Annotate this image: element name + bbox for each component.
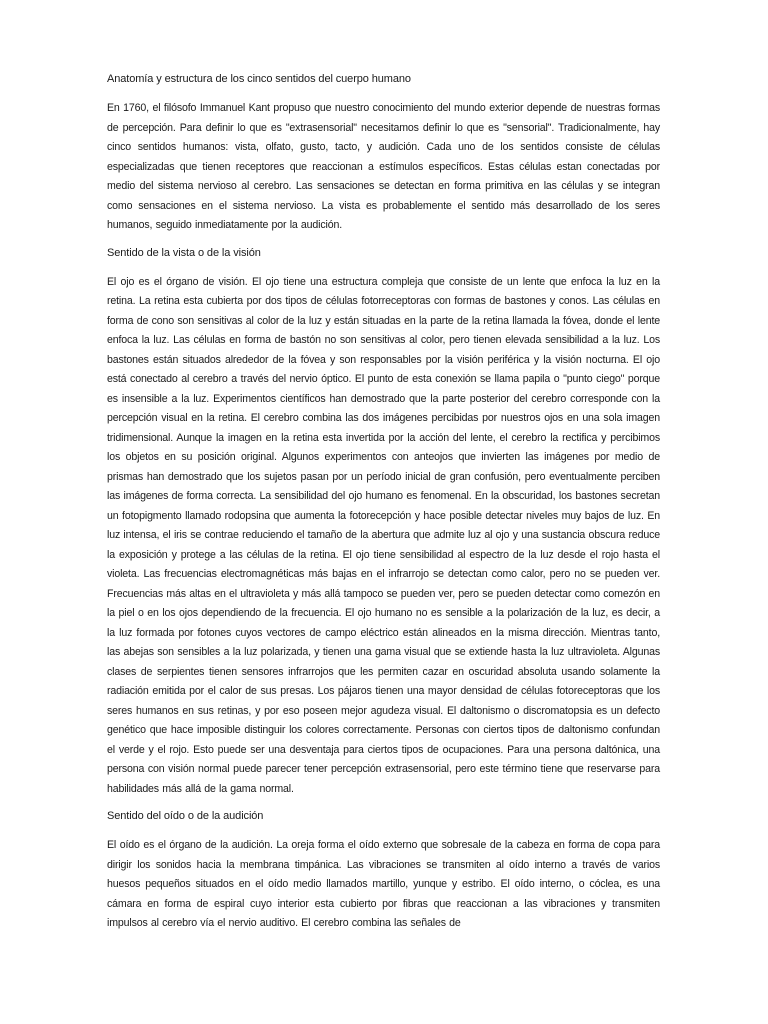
intro-paragraph: En 1760, el filósofo Immanuel Kant propuso que nuestro conocimiento del mundo exterior depende de nuestras formas de percepción. Para definir lo que es "extrasensorial" necesitamos definir lo que es "sensorial". Tradicionalmente, hay cinco sentidos humanos: vista, olfato, gusto, tacto, y audición. Cada uno de los sentidos consiste de células especializadas que tienen receptores que reaccionan a estímulos específicos. Estas células estan conectadas por medio del sistema nervioso al cerebro. Las sensaciones se detectan en forma primitiva en las células y se integran como sensaciones en el sistema nervioso. La vista es probablemente el sentido más desarrollado de los seres humanos, seguido inmediatamente por la audición. (107, 102, 660, 231)
section-heading-vision: Sentido de la vista o de la visión (107, 246, 261, 259)
section-body-hearing: El oído es el órgano de la audición. La oreja forma el oído externo que sobresale de la cabeza en forma de copa para dirigir los sonidos hacia la membrana timpánica. Las vibraciones se transmiten al oído interno a través de varios huesos pequeños situados en el oído medio llamados martillo, yunque y estribo. El oído interno, o cóclea, es una cámara en forma de espiral cuyo interior esta cubierto por fibras que reaccionan a las vibraciones y transmiten impulsos al cerebro vía el nervio auditivo. El cerebro combina las señales de (107, 839, 660, 929)
document-page (107, 72, 660, 944)
section-heading-hearing: Sentido del oído o de la audición (107, 810, 264, 822)
document-title: Anatomía y estructura de los cinco sentidos del cuerpo humano (107, 73, 411, 85)
section-body-vision: El ojo es el órgano de visión. El ojo tiene una estructura compleja que consiste de un lente que enfoca la luz en la retina. La retina esta cubierta por dos tipos de células fotorreceptoras con formas de bastones y conos. Las células en forma de cono son sensitivas al color de la luz y están situadas en la parte de la retina llamada la fóvea, donde el lente enfoca la luz. Las células en forma de bastón no son sensitivas al color, pero tienen elevada sensibilidad a la luz. Los bastones están situados alrededor de la fóvea y son responsables por la visión periférica y la visión nocturna. El ojo está conectado al cerebro a través del nervio óptico. El punto de esta conexión se llama papila o "punto ciego" porque es insensible a la luz. Experimentos científicos han demostrado que la parte posterior del cerebro corresponde con la percepción visual en la retina. El cerebro combina las dos imágenes percibidas por nuestros ojos en una sola imagen tridimensional. Aunque la imagen en la retina esta invertida por la acción del lente, el cerebro la rectifica y percibimos los objetos en su posición original. Algunos experimentos con anteojos que invierten las imágenes por medio de prismas han demostrado que los sujetos pasan por un período inicial de gran confusión, pero eventualmente perciben las imágenes de forma correcta. La sensibilidad del ojo humano es fenomenal. En la obscuridad, los bastones secretan un fotopigmento llamado rodopsina que aumenta la fotorecepción y hace posible detectar niveles muy bajos de luz. En luz intensa, el iris se contrae reduciendo el tamaño de la abertura que admite luz al ojo y una sustancia obscura reduce la exposición y protege a las células de la retina. El ojo tiene sensibilidad al espectro de la luz desde el rojo hasta el violeta. Las frecuencias electromagnéticas más bajas en el infrarrojo se detectan como calor, pero no se pueden ver. Frecuencias más altas en el ultravioleta y más allá tampoco se pueden ver, pero se pueden detectar como comezón en la piel o en los ojos dependiendo de la frecuencia. El ojo humano no es sensible a la polarización de la luz, es decir, a la luz formada por fotones cuyos vectores de campo eléctrico están alineados en la misma dirección. Mientras tanto, las abejas son sensibles a la luz polarizada, y tienen una gama visual que se extiende hasta la luz ultravioleta. Algunas clases de serpientes tienen sensores infrarrojos que les permiten cazar en oscuridad absoluta usando solamente la radiación emitida por el calor de sus presas. Los pájaros tienen una mayor densidad de células fotoreceptoras que los seres humanos en sus retinas, y por eso poseen mejor agudeza visual. El daltonismo o discromatopsia es un defecto genético que hace imposible distinguir los colores correctamente. Personas con ciertos tipos de daltonismo confundan el verde y el rojo. Esto puede ser una desventaja para ciertos tipos de ocupaciones. Para una persona daltónica, una persona con visión normal puede parecer tener percepción extrasensorial, pero este término tiene que reservarse para habilidades más allá de la gama normal. (107, 275, 660, 795)
